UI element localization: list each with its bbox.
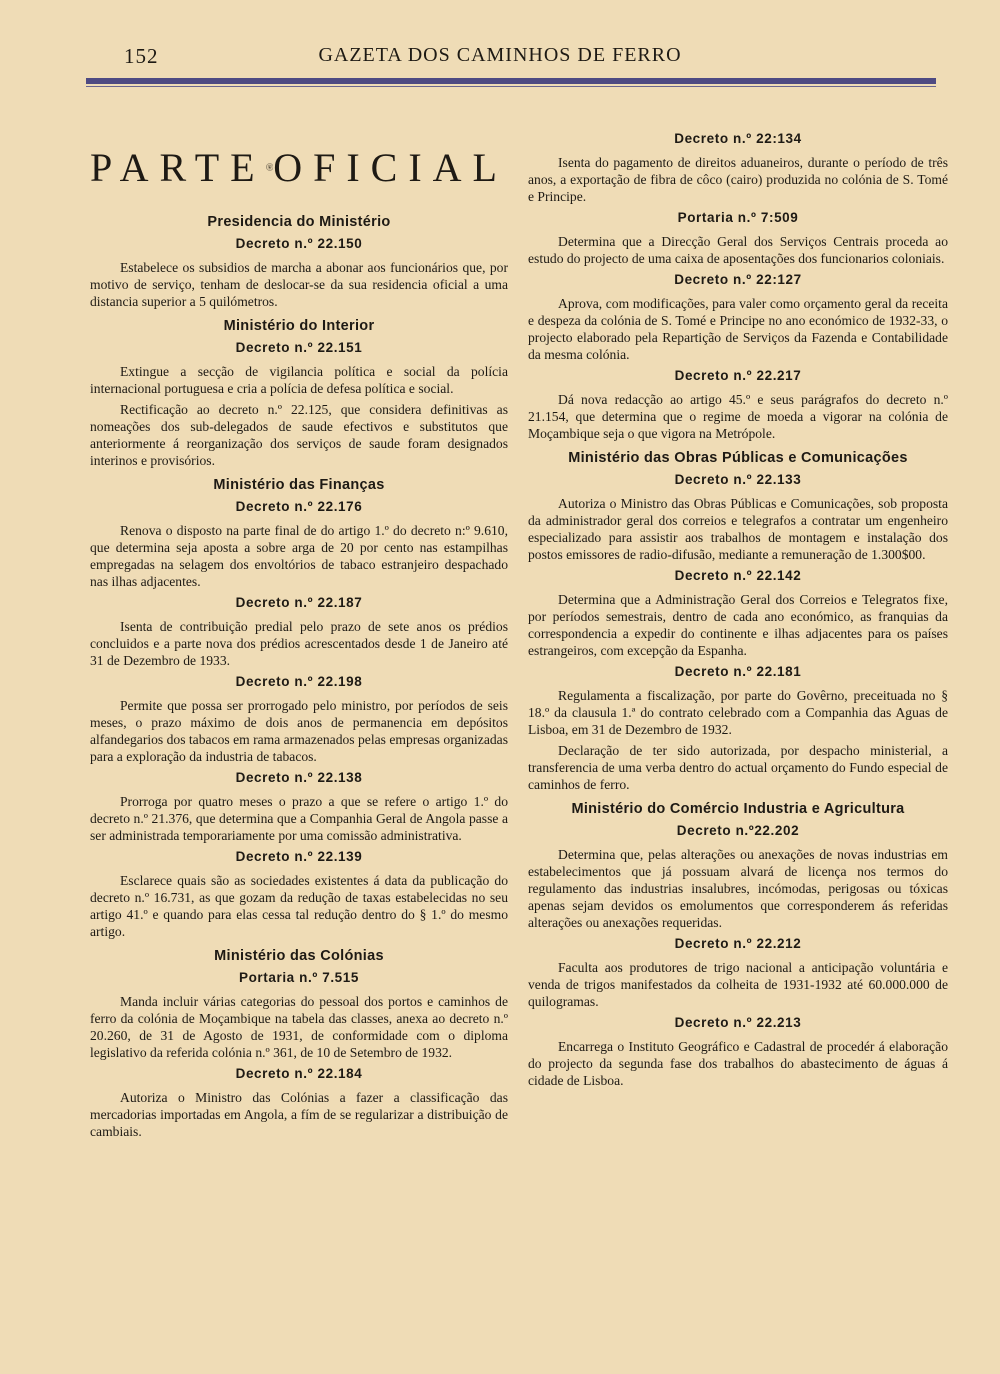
decree-text: Rectificação ao decreto n.º 22.125, que considera definitivas as nomeações dos sub-delegados de saude efectivos e substitutos que anteriormente á reorganização dos serviços de saude foram designados interinos e provisórios.: [90, 402, 508, 468]
decree-heading: Decreto n.º 22.138: [235, 770, 363, 785]
decree-text: Manda incluir várias categorias do pessoal dos portos e caminhos de ferro da colónia de Moçambique na tabela das classes, anexa ao decreto n.º 20.260, de 31 de Agosto de 1931, de conformidade com o diploma legislativo da referida colónia n.º 361, de 10 de Setembro de 1932.: [90, 994, 508, 1060]
running-title: GAZETA DOS CAMINHOS DE FERRO: [318, 44, 682, 66]
decree-heading: Decreto n.º 22.142: [674, 568, 802, 583]
decree-heading: Decreto n.º 22.150: [235, 236, 363, 251]
decree-heading: Decreto n.º22.202: [676, 823, 800, 838]
decree-text: Dá nova redacção ao artigo 45.º e seus parágrafos do decreto n.º 21.154, que determina que o regime de moeda a vigorar na colónia de Moçambique seja o que vigora na Metrópole.: [528, 392, 948, 441]
decree-heading: Decreto n.º 22.133: [674, 472, 802, 487]
decree-heading: Portaria n.º 7:509: [677, 210, 799, 225]
decree-text: Declaração de ter sido autorizada, por despacho ministerial, a transferencia de uma verba dentro do actual orçamento do Fundo especial de caminhos de ferro.: [528, 743, 948, 792]
decree-text: Isenta de contribuição predial pelo prazo de sete anos os prédios concluidos e a parte nova dos prédios acrescentados desde 1 de Janeiro até 31 de Dezembro de 1933.: [90, 619, 508, 668]
decree-text: Determina que a Administração Geral dos Correios e Telegratos fixe, por períodos semestrais, dentro de cada ano económico, as franquias da correspondencia a expedir do continente e ilhas adjacentes para os países estrangeiros, com excepção da Espanha.: [528, 592, 948, 658]
decree-heading: Decreto n.º 22:127: [674, 272, 802, 287]
ministry-heading: Ministério das Finanças: [213, 477, 385, 493]
decree-text: Renova o disposto na parte final de do artigo 1.º do decreto n:º 9.610, que determina seja aposta a sobre arga de 20 por cento nas estampilhas empregadas na selagem dos envoltórios de tabaco estranjeiro despachado nas ilhas adjacentes.: [90, 523, 508, 589]
decree-heading: Decreto n.º 22.176: [235, 499, 363, 514]
decree-text: Determina que, pelas alterações ou anexações de novas industrias em estabelecimentos que já possuam alvará de licença nos termos do regulamento das industrias insalubres, incómodas, perigosas ou tóxicas apenas sejam devidos os emolumentos que corresponderem ás referidas alterações ou anexações requeridas.: [528, 847, 948, 930]
section-banner: [90, 128, 508, 206]
banner-word-oficial: OFICIAL: [273, 144, 508, 190]
decree-text: Isenta do pagamento de direitos aduaneiros, durante o período de três anos, a exportação de fibra de côco (cairo) produzida no colónia de S. Tomé e Principe.: [528, 155, 948, 204]
left-column: [90, 100, 508, 1144]
ministry-heading: Ministério do Interior: [223, 318, 375, 334]
banner-word-parte: PARTE: [90, 144, 266, 190]
decree-text: Regulamenta a fiscalização, por parte do Govêrno, preceituada no § 18.º da clausula 1.ª do contrato celebrado com a Companhia das Aguas de Lisboa, em 31 de Dezembro de 1932.: [528, 688, 948, 737]
decree-heading: Decreto n.º 22.181: [674, 664, 802, 679]
decree-heading: Decreto n.º 22.217: [674, 368, 802, 383]
decree-heading: Decreto n.º 22.139: [235, 849, 363, 864]
header-rule: [86, 78, 936, 84]
decree-text: Autoriza o Ministro das Obras Públicas e Comunicações, sob proposta da administrador geral dos correios e telegrafos a contratar um engenheiro especializado para assistir aos trabalhos de montagem e instalação dos postos emissores de radio-difusão, mediante a remuneração de 1.300$00.: [528, 496, 948, 562]
page-number: 152: [124, 44, 159, 68]
decree-heading: Decreto n.º 22.198: [235, 674, 363, 689]
decree-text: Determina que a Direcção Geral dos Serviços Centrais proceda ao estudo do projecto de uma caixa de aposentações dos funcionarios coloniais.: [528, 234, 948, 266]
ministry-heading: Ministério das Colónias: [214, 948, 384, 964]
decree-text: Extingue a secção de vigilancia política e social da polícia internacional portuguesa e cria a polícia de defesa política e social.: [90, 364, 508, 396]
decree-text: Faculta aos produtores de trigo nacional a anticipação voluntária e venda de trigos manifestados da colheita de 1931-1932 até 60.000.000 de quilogramas.: [528, 960, 948, 1009]
decree-text: Prorroga por quatro meses o prazo a que se refere o artigo 1.º do decreto n.º 21.376, que determina que a Companhia Geral de Angola passe a ser administrada temporariamente por uma comissão administrativa.: [90, 794, 508, 843]
ministry-heading: Presidencia do Ministério: [207, 214, 391, 230]
right-column: [528, 126, 948, 1093]
decree-heading: Decreto n.º 22.213: [674, 1015, 802, 1030]
ministry-heading: Ministério do Comércio Industria e Agricultura: [571, 801, 905, 817]
decree-heading: Portaria n.º 7.515: [238, 970, 360, 985]
decree-text: Aprova, com modificações, para valer como orçamento geral da receita e despeza da colónia de S. Tomé e Principe no ano económico de 1932-33, o projecto elaborado pela Repartição de Serviços da Fazenda e Contabilidade da mesma colónia.: [528, 296, 948, 362]
decree-text: Permite que possa ser prorrogado pelo ministro, por períodos de seis meses, o prazo máximo de dois anos de permanencia em depósitos alfandegarios dos tabacos em rama armazenados pelas empresas organizadas para a exploração da industria de tabacos.: [90, 698, 508, 764]
decree-text: Esclarece quais são as sociedades existentes á data da publicação do decreto n.º 16.731, as que gozam da redução de taxas estabelecidas no seu artigo 41.º e quando para elas cessa tal redução dentro do § 1.º do mesmo artigo.: [90, 873, 508, 939]
decree-heading: Decreto n.º 22.187: [235, 595, 363, 610]
header-rule-thin: [86, 86, 936, 87]
decree-heading: Decreto n.º 22.184: [235, 1066, 363, 1081]
portuguese-coat-of-arms-icon: [266, 132, 274, 202]
decree-text: Estabelece os subsidios de marcha a abonar aos funcionários que, por motivo de serviço, tenham de deslocar-se da sua residencia oficial a uma distancia superior a 5 quilómetros.: [90, 260, 508, 309]
decree-heading: Decreto n.º 22.212: [674, 936, 802, 951]
ministry-heading: Ministério das Obras Públicas e Comunicações: [568, 450, 908, 466]
decree-heading: Decreto n.º 22:134: [674, 131, 802, 146]
decree-text: Autoriza o Ministro das Colónias a fazer a classificação das mercadorias importadas em Angola, a fím de se regularizar a distribuição de cambiais.: [90, 1090, 508, 1139]
decree-heading: Decreto n.º 22.151: [235, 340, 363, 355]
decree-text: Encarrega o Instituto Geográfico e Cadastral de procedér á elaboração do projecto da segunda fase dos trabalhos do abastecimento de águas á cidade de Lisboa.: [528, 1039, 948, 1088]
